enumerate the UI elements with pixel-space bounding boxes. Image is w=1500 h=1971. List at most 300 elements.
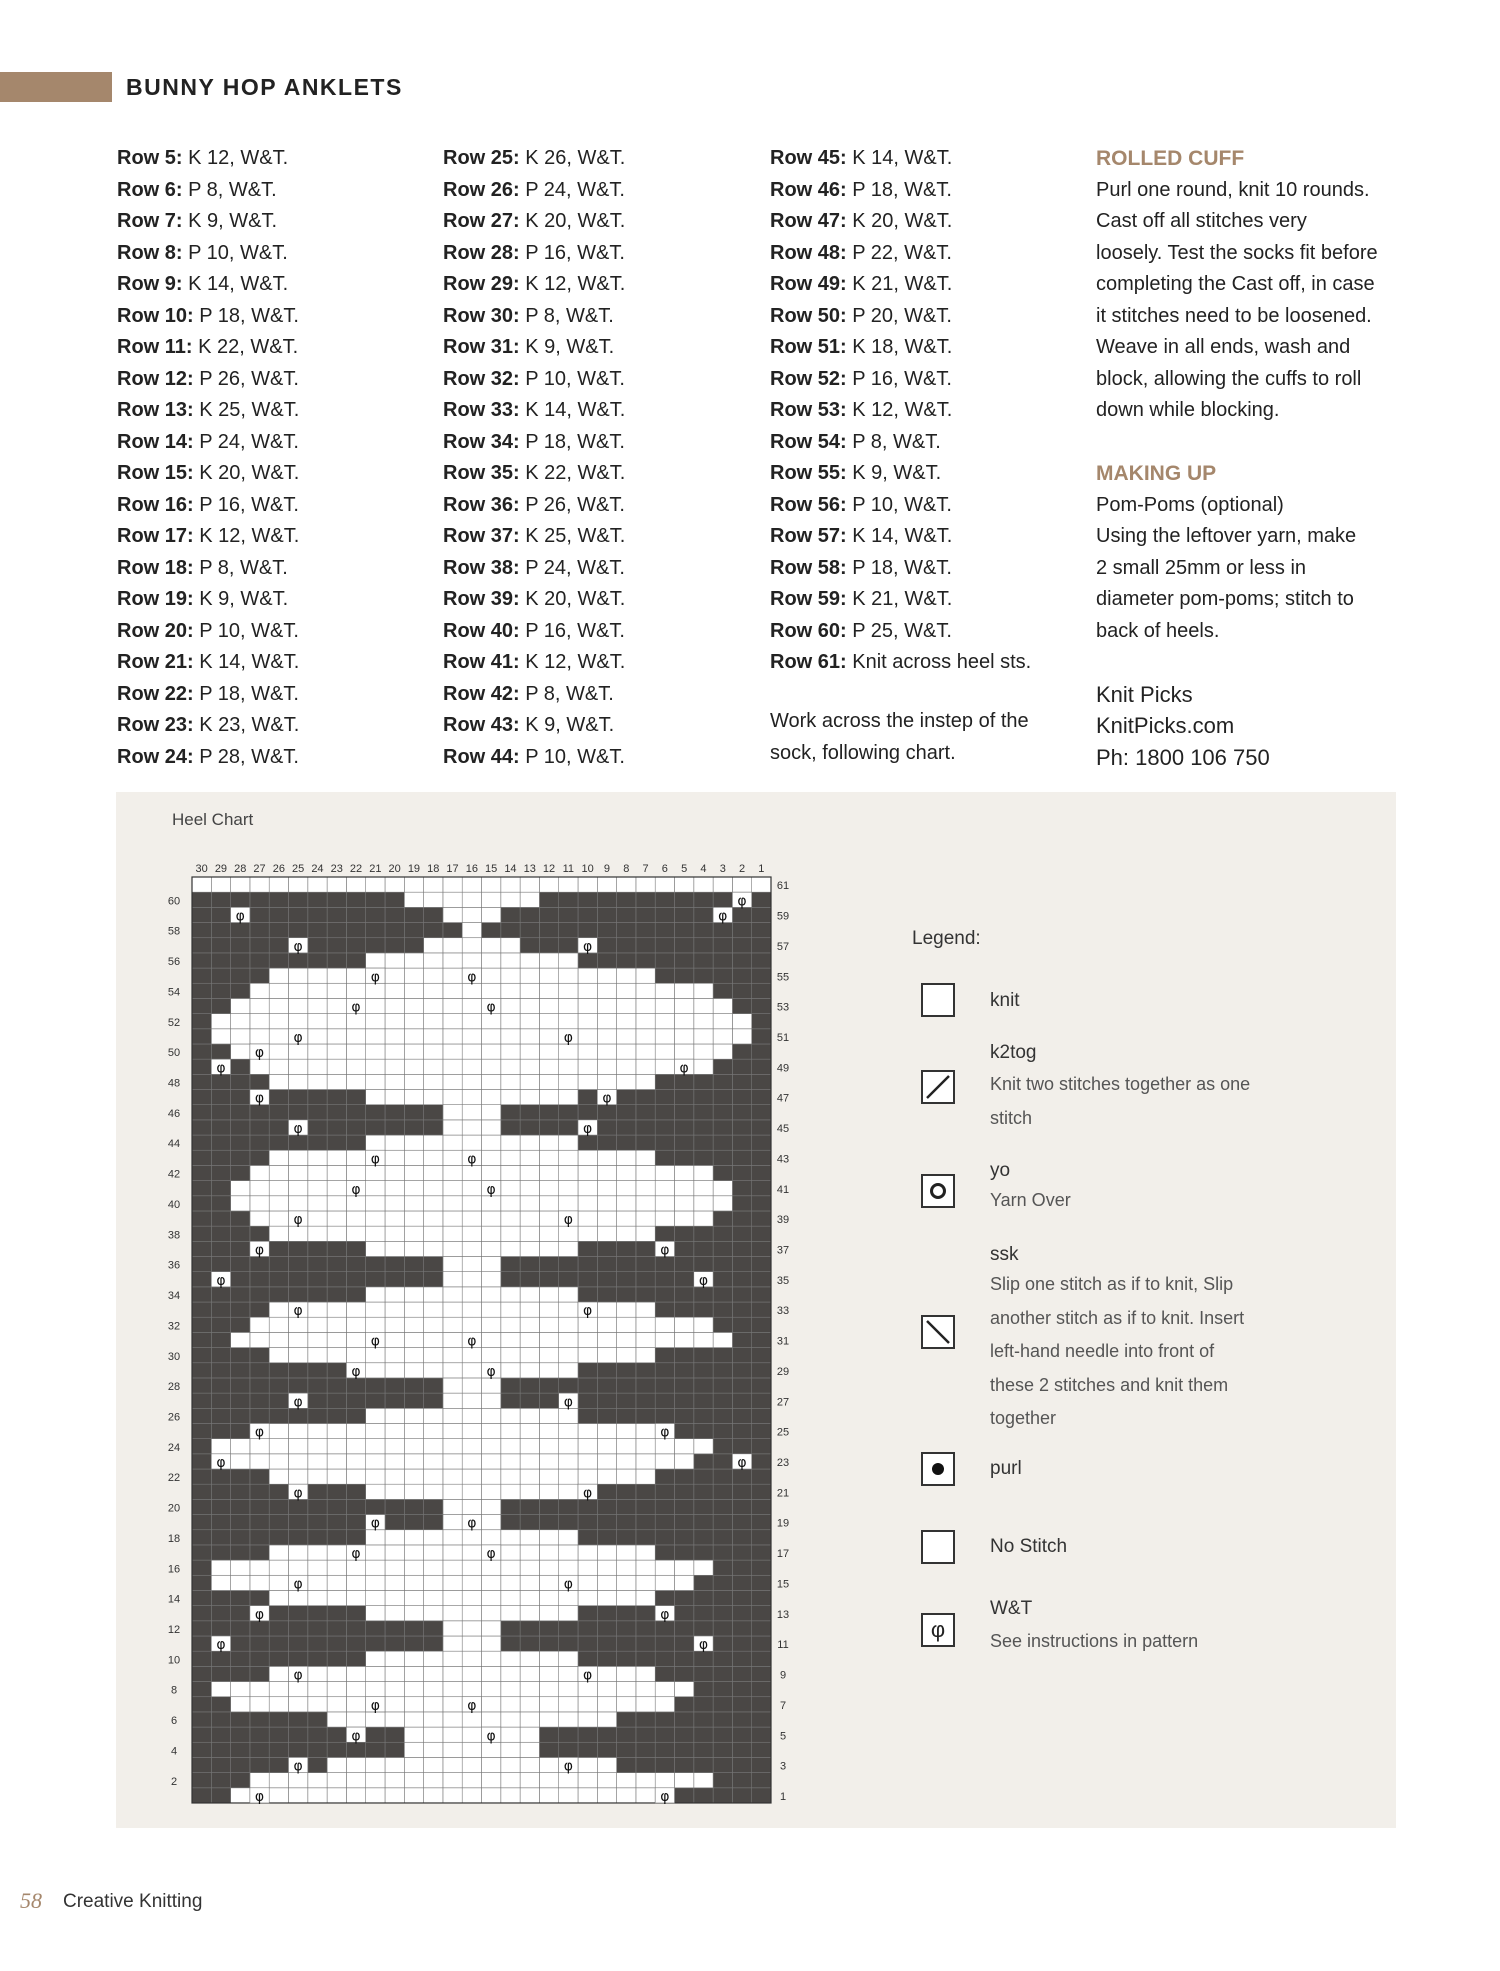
wt-symbol: φ bbox=[293, 1029, 303, 1046]
chart-cell bbox=[655, 1120, 674, 1135]
chart-cell bbox=[250, 1742, 269, 1757]
chart-cell bbox=[482, 1378, 501, 1393]
chart-cell bbox=[404, 938, 423, 953]
chart-cell bbox=[578, 1393, 597, 1408]
making-up-line: back of heels. bbox=[1096, 619, 1220, 642]
chart-cell bbox=[539, 1348, 558, 1363]
chart-cell bbox=[617, 1226, 636, 1241]
chart-cell bbox=[636, 1105, 655, 1120]
chart-cell bbox=[578, 1332, 597, 1347]
wt-symbol: φ bbox=[293, 1121, 303, 1138]
chart-cell bbox=[192, 1302, 211, 1317]
chart-cell bbox=[501, 1530, 520, 1545]
making-up-heading: MAKING UP bbox=[1096, 462, 1217, 485]
chart-cell bbox=[327, 1560, 346, 1575]
chart-cell bbox=[732, 1302, 751, 1317]
chart-cell bbox=[289, 1378, 308, 1393]
chart-cell bbox=[501, 1788, 520, 1803]
chart-cell bbox=[482, 1196, 501, 1211]
chart-cell bbox=[443, 1059, 462, 1074]
chart-cell bbox=[462, 938, 481, 953]
chart-cell bbox=[327, 877, 346, 892]
chart-cell bbox=[404, 1757, 423, 1772]
chart-cell bbox=[211, 923, 230, 938]
chart-cell bbox=[501, 1408, 520, 1423]
chart-cell bbox=[636, 1530, 655, 1545]
chart-cell bbox=[250, 1590, 269, 1605]
chart-cell bbox=[752, 1120, 771, 1135]
chart-cell bbox=[366, 1211, 385, 1226]
chart-cell bbox=[559, 1788, 578, 1803]
chart-cell bbox=[713, 1287, 732, 1302]
chart-cell bbox=[424, 1727, 443, 1742]
chart-cell bbox=[443, 1727, 462, 1742]
chart-cell bbox=[713, 1423, 732, 1438]
chart-cell bbox=[385, 1423, 404, 1438]
chart-cell bbox=[211, 1682, 230, 1697]
chart-cell bbox=[732, 1530, 751, 1545]
chart-cell bbox=[559, 1651, 578, 1666]
chart-cell bbox=[192, 1651, 211, 1666]
chart-cell bbox=[655, 1090, 674, 1105]
chart-cell bbox=[539, 1575, 558, 1590]
chart-cell bbox=[404, 1135, 423, 1150]
chart-cell bbox=[250, 1530, 269, 1545]
chart-cell bbox=[713, 1788, 732, 1803]
row-number-label: 23 bbox=[776, 1457, 790, 1470]
chart-cell bbox=[269, 1181, 288, 1196]
chart-cell bbox=[385, 1712, 404, 1727]
chart-cell bbox=[289, 1682, 308, 1697]
chart-cell bbox=[520, 1302, 539, 1317]
chart-cell bbox=[713, 1530, 732, 1545]
chart-cell bbox=[269, 1773, 288, 1788]
chart-cell bbox=[192, 1348, 211, 1363]
chart-cell bbox=[308, 983, 327, 998]
chart-cell bbox=[694, 1059, 713, 1074]
chart-cell bbox=[462, 907, 481, 922]
chart-cell bbox=[482, 1226, 501, 1241]
chart-cell bbox=[289, 1241, 308, 1256]
chart-cell bbox=[289, 1408, 308, 1423]
chart-cell bbox=[675, 1363, 694, 1378]
chart-cell bbox=[636, 983, 655, 998]
chart-cell bbox=[289, 1014, 308, 1029]
chart-cell bbox=[752, 1469, 771, 1484]
chart-cell bbox=[597, 1651, 616, 1666]
chart-cell bbox=[655, 877, 674, 892]
chart-cell bbox=[424, 1211, 443, 1226]
chart-cell bbox=[482, 1105, 501, 1120]
chart-cell bbox=[675, 1090, 694, 1105]
chart-cell bbox=[655, 1621, 674, 1636]
chart-cell bbox=[501, 1241, 520, 1256]
chart-cell bbox=[675, 1196, 694, 1211]
column-number-label: 25 bbox=[292, 863, 305, 875]
chart-cell bbox=[636, 1393, 655, 1408]
chart-cell bbox=[732, 1773, 751, 1788]
chart-cell bbox=[655, 1105, 674, 1120]
chart-cell bbox=[636, 1499, 655, 1514]
chart-title: Heel Chart bbox=[172, 810, 254, 829]
row-label: Row 22: bbox=[117, 682, 194, 705]
chart-cell bbox=[443, 1165, 462, 1180]
chart-cell bbox=[617, 1241, 636, 1256]
row-number-label: 42 bbox=[167, 1168, 181, 1181]
chart-cell bbox=[617, 1530, 636, 1545]
chart-cell bbox=[675, 1484, 694, 1499]
chart-cell bbox=[501, 1454, 520, 1469]
chart-cell bbox=[443, 907, 462, 922]
chart-cell bbox=[482, 1393, 501, 1408]
chart-cell bbox=[655, 1363, 674, 1378]
chart-cell bbox=[289, 1272, 308, 1287]
row-number-label: 14 bbox=[167, 1593, 181, 1606]
chart-cell bbox=[520, 1773, 539, 1788]
chart-cell bbox=[346, 1393, 365, 1408]
chart-cell bbox=[655, 1135, 674, 1150]
chart-cell bbox=[404, 1378, 423, 1393]
chart-cell bbox=[404, 1029, 423, 1044]
chart-cell bbox=[482, 1044, 501, 1059]
chart-cell bbox=[327, 1469, 346, 1484]
chart-cell bbox=[520, 1454, 539, 1469]
chart-cell bbox=[366, 877, 385, 892]
chart-cell bbox=[520, 1545, 539, 1560]
chart-cell bbox=[694, 1211, 713, 1226]
contact-website[interactable]: KnitPicks.com bbox=[1096, 713, 1235, 738]
chart-cell bbox=[443, 1363, 462, 1378]
chart-cell bbox=[250, 1363, 269, 1378]
chart-cell bbox=[732, 1120, 751, 1135]
chart-cell bbox=[269, 1287, 288, 1302]
column-number-label: 1 bbox=[758, 863, 765, 875]
chart-cell bbox=[346, 907, 365, 922]
chart-cell bbox=[308, 1211, 327, 1226]
row-text: K 23, W&T. bbox=[193, 714, 300, 736]
chart-cell bbox=[732, 1697, 751, 1712]
chart-cell bbox=[250, 1181, 269, 1196]
chart-cell bbox=[617, 1545, 636, 1560]
wt-symbol: φ bbox=[293, 1667, 303, 1684]
chart-cell bbox=[231, 1454, 250, 1469]
chart-cell bbox=[732, 1090, 751, 1105]
chart-cell bbox=[732, 907, 751, 922]
chart-cell bbox=[675, 1135, 694, 1150]
chart-cell bbox=[211, 877, 230, 892]
chart-cell bbox=[327, 1439, 346, 1454]
chart-cell bbox=[192, 1196, 211, 1211]
column-number-label: 5 bbox=[681, 863, 688, 875]
chart-cell bbox=[289, 907, 308, 922]
chart-cell bbox=[501, 1651, 520, 1666]
chart-cell bbox=[520, 1226, 539, 1241]
chart-cell bbox=[443, 892, 462, 907]
chart-cell bbox=[636, 1150, 655, 1165]
chart-cell bbox=[462, 1742, 481, 1757]
chart-cell bbox=[713, 1636, 732, 1651]
chart-cell bbox=[231, 1530, 250, 1545]
chart-cell bbox=[655, 1484, 674, 1499]
chart-cell bbox=[308, 1697, 327, 1712]
chart-cell bbox=[617, 1651, 636, 1666]
chart-cell bbox=[675, 1120, 694, 1135]
chart-cell bbox=[597, 1014, 616, 1029]
chart-cell bbox=[424, 1697, 443, 1712]
chart-cell bbox=[501, 1621, 520, 1636]
chart-cell bbox=[713, 892, 732, 907]
chart-cell bbox=[250, 1408, 269, 1423]
chart-cell bbox=[675, 1332, 694, 1347]
chart-cell bbox=[597, 1606, 616, 1621]
chart-cell bbox=[231, 1196, 250, 1211]
chart-cell bbox=[366, 1575, 385, 1590]
chart-cell bbox=[694, 1575, 713, 1590]
chart-cell bbox=[675, 983, 694, 998]
chart-cell bbox=[366, 1348, 385, 1363]
chart-cell bbox=[443, 1545, 462, 1560]
chart-cell bbox=[231, 1621, 250, 1636]
chart-cell bbox=[713, 1074, 732, 1089]
chart-cell bbox=[327, 1135, 346, 1150]
chart-cell bbox=[520, 1317, 539, 1332]
row-text: K 9, W&T. bbox=[182, 210, 278, 232]
chart-cell bbox=[462, 1257, 481, 1272]
chart-cell bbox=[269, 877, 288, 892]
chart-cell bbox=[385, 1742, 404, 1757]
rolled-cuff-line: Cast off all stitches very bbox=[1096, 210, 1307, 232]
chart-cell bbox=[636, 1651, 655, 1666]
chart-cell bbox=[520, 1135, 539, 1150]
wt-symbol: φ bbox=[254, 1424, 265, 1441]
row-number-label: 8 bbox=[170, 1684, 178, 1697]
chart-cell bbox=[501, 1727, 520, 1742]
chart-cell bbox=[424, 1393, 443, 1408]
chart-cell bbox=[539, 1226, 558, 1241]
chart-cell bbox=[424, 1181, 443, 1196]
chart-cell bbox=[520, 1120, 539, 1135]
chart-cell bbox=[539, 1074, 558, 1089]
chart-cell bbox=[462, 1590, 481, 1605]
chart-cell bbox=[250, 1211, 269, 1226]
chart-cell bbox=[520, 998, 539, 1013]
chart-cell bbox=[327, 1423, 346, 1438]
chart-cell bbox=[462, 1530, 481, 1545]
chart-cell bbox=[655, 983, 674, 998]
chart-cell bbox=[269, 1697, 288, 1712]
chart-cell bbox=[694, 1135, 713, 1150]
chart-cell bbox=[424, 1515, 443, 1530]
chart-cell bbox=[539, 998, 558, 1013]
chart-cell bbox=[578, 1165, 597, 1180]
row-label: Row 59: bbox=[770, 588, 847, 610]
chart-cell bbox=[346, 1469, 365, 1484]
chart-cell bbox=[713, 1454, 732, 1469]
chart-cell bbox=[559, 1287, 578, 1302]
chart-cell bbox=[520, 1044, 539, 1059]
row-label: Row 51: bbox=[770, 336, 847, 358]
chart-cell bbox=[462, 1211, 481, 1226]
chart-cell bbox=[308, 1757, 327, 1772]
chart-cell bbox=[617, 1560, 636, 1575]
row-number-label: 49 bbox=[776, 1062, 790, 1075]
chart-cell bbox=[366, 1302, 385, 1317]
chart-cell bbox=[636, 1272, 655, 1287]
chart-cell bbox=[443, 1226, 462, 1241]
chart-cell bbox=[713, 1606, 732, 1621]
chart-cell bbox=[346, 1606, 365, 1621]
chart-cell bbox=[694, 1712, 713, 1727]
chart-cell bbox=[694, 1469, 713, 1484]
chart-cell bbox=[559, 1454, 578, 1469]
chart-cell bbox=[636, 1788, 655, 1803]
chart-cell bbox=[578, 1636, 597, 1651]
chart-cell bbox=[482, 938, 501, 953]
column-number-label: 27 bbox=[253, 863, 266, 875]
chart-cell bbox=[694, 1484, 713, 1499]
chart-cell bbox=[713, 1105, 732, 1120]
chart-cell bbox=[231, 1090, 250, 1105]
chart-cell bbox=[366, 1257, 385, 1272]
chart-cell bbox=[501, 1287, 520, 1302]
chart-cell bbox=[482, 968, 501, 983]
row-number-label: 21 bbox=[776, 1487, 790, 1500]
chart-cell bbox=[675, 1788, 694, 1803]
chart-cell bbox=[617, 1773, 636, 1788]
chart-cell bbox=[269, 1575, 288, 1590]
chart-cell bbox=[752, 1150, 771, 1165]
chart-cell bbox=[269, 1211, 288, 1226]
chart-cell bbox=[231, 1666, 250, 1681]
chart-cell bbox=[404, 1014, 423, 1029]
chart-cell bbox=[597, 1272, 616, 1287]
chart-cell bbox=[289, 1090, 308, 1105]
chart-cell bbox=[752, 1454, 771, 1469]
row-text: P 18, W&T. bbox=[846, 556, 952, 579]
chart-cell bbox=[578, 1560, 597, 1575]
row-text: K 9, W&T. bbox=[193, 588, 289, 610]
chart-cell bbox=[539, 1393, 558, 1408]
chart-cell bbox=[694, 1545, 713, 1560]
k2tog-symbol-icon bbox=[921, 1070, 955, 1104]
row-text: P 10, W&T. bbox=[182, 241, 288, 264]
chart-cell bbox=[752, 1165, 771, 1180]
chart-cell bbox=[385, 1757, 404, 1772]
row-text: P 18, W&T. bbox=[193, 682, 299, 705]
chart-cell bbox=[559, 1014, 578, 1029]
wt-symbol: φ bbox=[254, 1090, 265, 1107]
chart-cell bbox=[578, 1773, 597, 1788]
chart-cell bbox=[578, 1196, 597, 1211]
row-text: K 22, W&T. bbox=[192, 336, 299, 358]
chart-cell bbox=[675, 1499, 694, 1514]
chart-cell bbox=[327, 1348, 346, 1363]
chart-cell bbox=[308, 1727, 327, 1742]
chart-cell bbox=[346, 1226, 365, 1241]
chart-cell bbox=[578, 1014, 597, 1029]
legend-desc-line: left-hand needle into front of bbox=[990, 1341, 1215, 1361]
making-up-line: 2 small 25mm or less in bbox=[1096, 556, 1307, 579]
chart-cell bbox=[501, 1105, 520, 1120]
chart-cell bbox=[308, 1105, 327, 1120]
chart-cell bbox=[308, 1742, 327, 1757]
chart-cell bbox=[385, 1059, 404, 1074]
chart-cell bbox=[366, 1636, 385, 1651]
chart-cell bbox=[462, 1682, 481, 1697]
chart-cell bbox=[404, 1226, 423, 1241]
chart-cell bbox=[443, 877, 462, 892]
chart-cell bbox=[675, 1757, 694, 1772]
row-label: Row 8: bbox=[117, 241, 183, 264]
chart-cell bbox=[231, 1712, 250, 1727]
chart-cell bbox=[732, 1150, 751, 1165]
row-number-label: 44 bbox=[167, 1138, 181, 1151]
chart-cell bbox=[520, 1059, 539, 1074]
chart-cell bbox=[211, 953, 230, 968]
chart-cell bbox=[617, 1211, 636, 1226]
chart-cell bbox=[636, 1196, 655, 1211]
chart-cell bbox=[501, 1272, 520, 1287]
chart-cell bbox=[752, 953, 771, 968]
chart-cell bbox=[501, 1712, 520, 1727]
row-label: Row 27: bbox=[443, 210, 520, 232]
chart-cell bbox=[597, 1439, 616, 1454]
chart-cell bbox=[636, 1545, 655, 1560]
chart-cell bbox=[713, 1408, 732, 1423]
chart-cell bbox=[694, 1120, 713, 1135]
chart-cell bbox=[211, 1287, 230, 1302]
chart-cell bbox=[404, 1484, 423, 1499]
row-label: Row 17: bbox=[117, 525, 194, 547]
row-text: P 8, W&T. bbox=[193, 556, 288, 579]
chart-cell bbox=[617, 1150, 636, 1165]
chart-cell bbox=[192, 1393, 211, 1408]
legend-desc-line: Knit two stitches together as one bbox=[990, 1074, 1251, 1094]
chart-cell bbox=[675, 1241, 694, 1256]
chart-cell bbox=[617, 892, 636, 907]
chart-cell bbox=[713, 938, 732, 953]
wt-symbol: φ bbox=[583, 1485, 593, 1502]
chart-cell bbox=[539, 1590, 558, 1605]
chart-cell bbox=[424, 1499, 443, 1514]
legend-desc-line: Slip one stitch as if to knit, Slip bbox=[990, 1274, 1234, 1294]
wt-symbol: φ bbox=[467, 969, 477, 986]
chart-cell bbox=[385, 1241, 404, 1256]
chart-cell bbox=[366, 1742, 385, 1757]
chart-cell bbox=[713, 1196, 732, 1211]
chart-cell bbox=[636, 1697, 655, 1712]
chart-cell bbox=[443, 1348, 462, 1363]
legend-purl-label: purl bbox=[990, 1458, 1022, 1479]
chart-cell bbox=[250, 968, 269, 983]
chart-cell bbox=[597, 983, 616, 998]
chart-cell bbox=[597, 907, 616, 922]
chart-cell bbox=[404, 1773, 423, 1788]
chart-cell bbox=[424, 1317, 443, 1332]
chart-cell bbox=[289, 1317, 308, 1332]
chart-cell bbox=[346, 1120, 365, 1135]
chart-cell bbox=[308, 1499, 327, 1514]
chart-cell bbox=[559, 1469, 578, 1484]
row-text: K 9, W&T. bbox=[519, 336, 615, 358]
row-text: K 14, W&T. bbox=[846, 525, 953, 547]
wt-symbol: φ bbox=[351, 1181, 361, 1198]
chart-cell bbox=[192, 1727, 211, 1742]
chart-cell bbox=[366, 1029, 385, 1044]
row-number-label: 37 bbox=[776, 1244, 790, 1257]
chart-cell bbox=[539, 938, 558, 953]
chart-cell bbox=[424, 1666, 443, 1681]
